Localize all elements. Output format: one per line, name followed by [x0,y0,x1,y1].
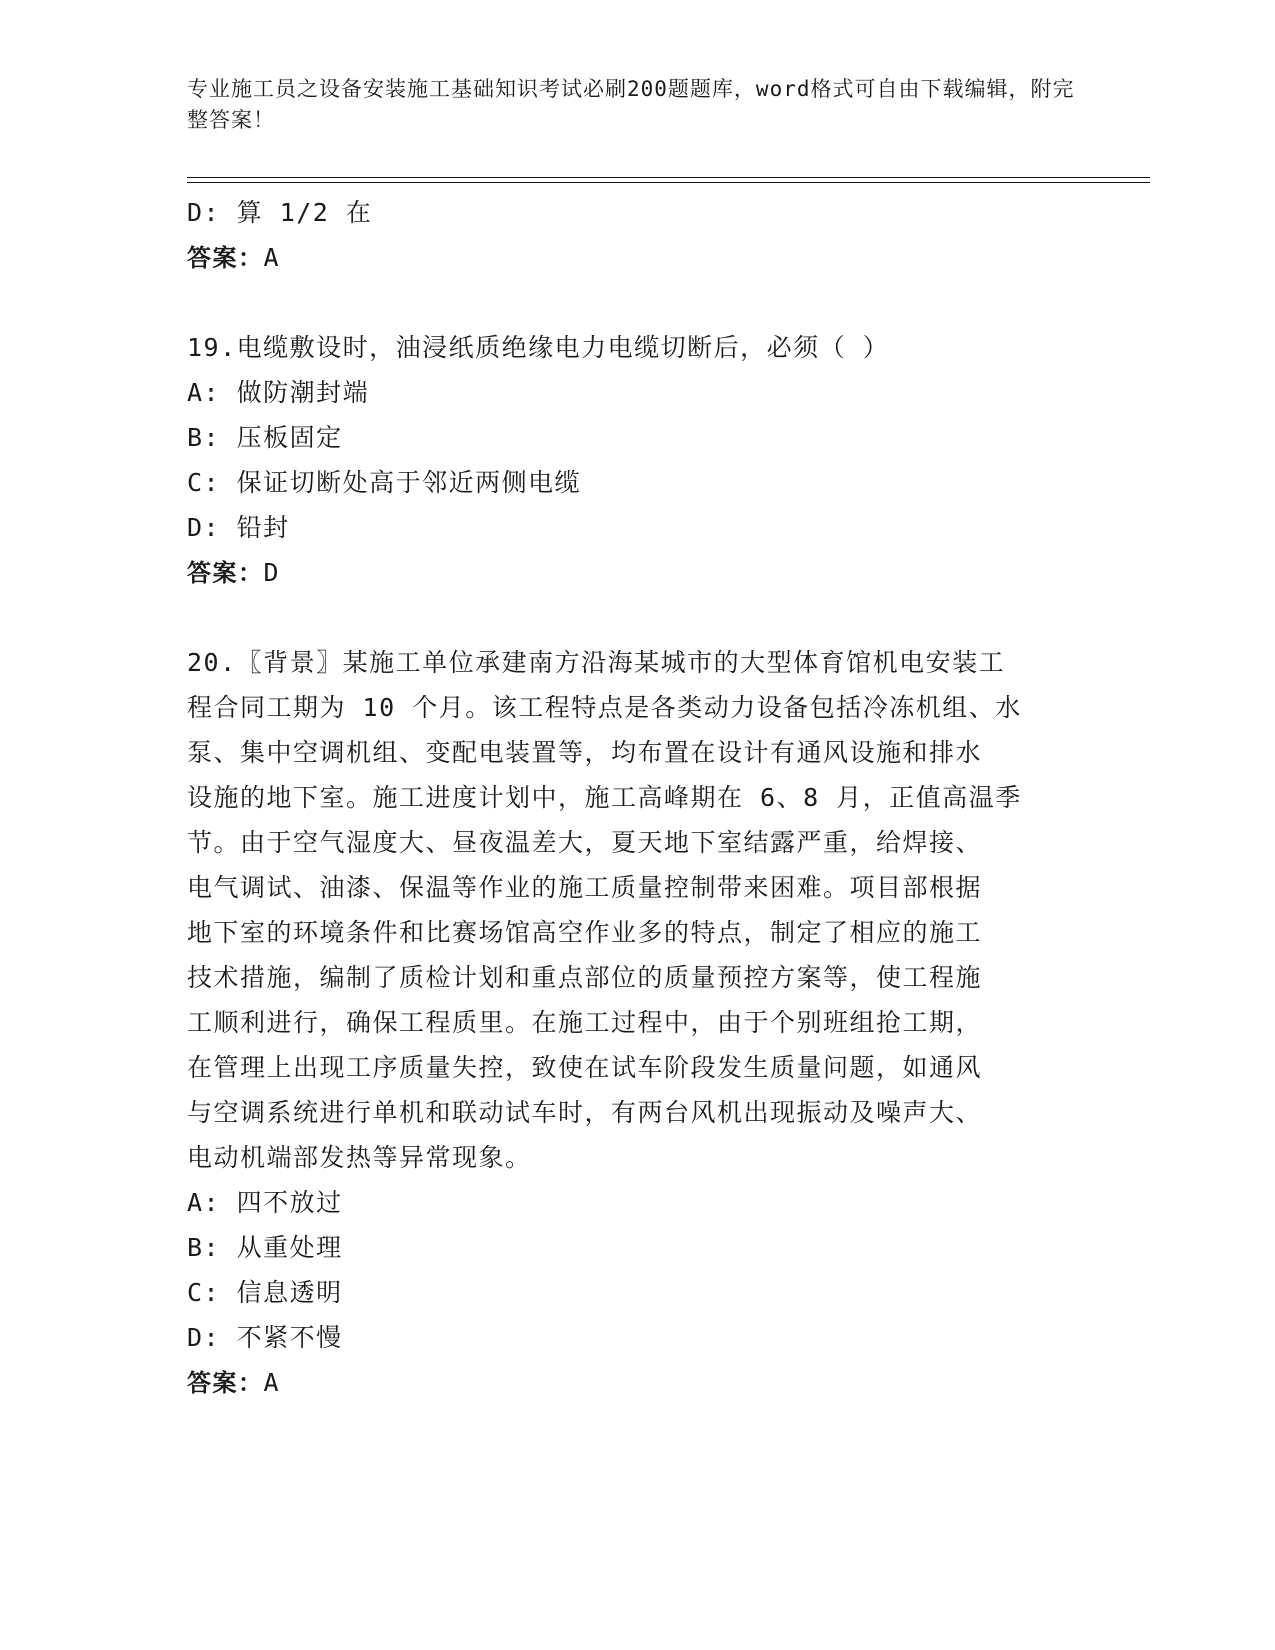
stem-line: 技术措施，编制了质检计划和重点部位的质量预控方案等，使工程施 [187,963,983,992]
answer-value: D [263,558,281,587]
stem-line: 地下室的环境条件和比赛场馆高空作业多的特点，制定了相应的施工 [187,918,983,947]
question-19-option-d: D: 铅封 [187,513,290,542]
question-19-option-a: A: 做防潮封端 [187,378,370,407]
answer-line [187,235,1087,281]
question-19-option-c: C: 保证切断处高于邻近两侧电缆 [187,468,582,497]
answer-label: 答案： [187,244,264,272]
stem-line: 程合同工期为 10 个月。该工程特点是各类动力设备包括冷冻机组、水 [187,693,1022,722]
answer-value: A [263,243,281,272]
stem-line: 与空调系统进行单机和联动试车时，有两台风机出现振动及噪声大、 [187,1098,983,1127]
question-19-stem: 19.电缆敷设时，油浸纸质绝缘电力电缆切断后，必须（ ） [187,333,890,362]
document-header [187,74,1087,136]
question-19-option-b: B: 压板固定 [187,423,343,452]
spacer [187,596,1087,640]
question-20-option-b: B: 从重处理 [187,1233,343,1262]
option-d: D: 算 1/2 在 [187,198,373,227]
stem-line: 节。由于空气湿度大、昼夜温差大，夏天地下室结露严重，给焊接、 [187,828,983,857]
question-20-answer [187,1360,1087,1406]
answer-label: 答案： [187,559,264,587]
question-20-option-c: C: 信息透明 [187,1278,343,1307]
header-divider-bottom [187,182,1150,183]
header-divider-top [187,177,1150,178]
stem-line: 设施的地下室。施工进度计划中，施工高峰期在 6、8 月，正值高温季 [187,783,1022,812]
stem-line: 泵、集中空调机组、变配电装置等，均布置在设计有通风设施和排水 [187,738,983,767]
stem-line: 电动机端部发热等异常现象。 [187,1143,532,1172]
question-20-option-d: D: 不紧不慢 [187,1323,343,1352]
question-19-answer [187,550,1087,596]
document-body [187,190,1087,1406]
answer-label: 答案： [187,1369,264,1397]
spacer [187,281,1087,325]
stem-line: 在管理上出现工序质量失控，致使在试车阶段发生质量问题，如通风 [187,1053,983,1082]
header-title: 专业施工员之设备安装施工基础知识考试必刷200题题库，word格式可自由下载编辑，附完整答案！ [187,77,1075,132]
question-20-option-a: A: 四不放过 [187,1188,343,1217]
stem-line: 20.〖背景〗某施工单位承建南方沿海某城市的大型体育馆机电安装工 [187,648,1006,677]
answer-value: A [263,1368,281,1397]
stem-line: 电气调试、油漆、保温等作业的施工质量控制带来困难。项目部根据 [187,873,983,902]
question-20-stem [187,640,1087,1180]
stem-line: 工顺利进行，确保工程质里。在施工过程中，由于个别班组抢工期， [187,1008,983,1037]
